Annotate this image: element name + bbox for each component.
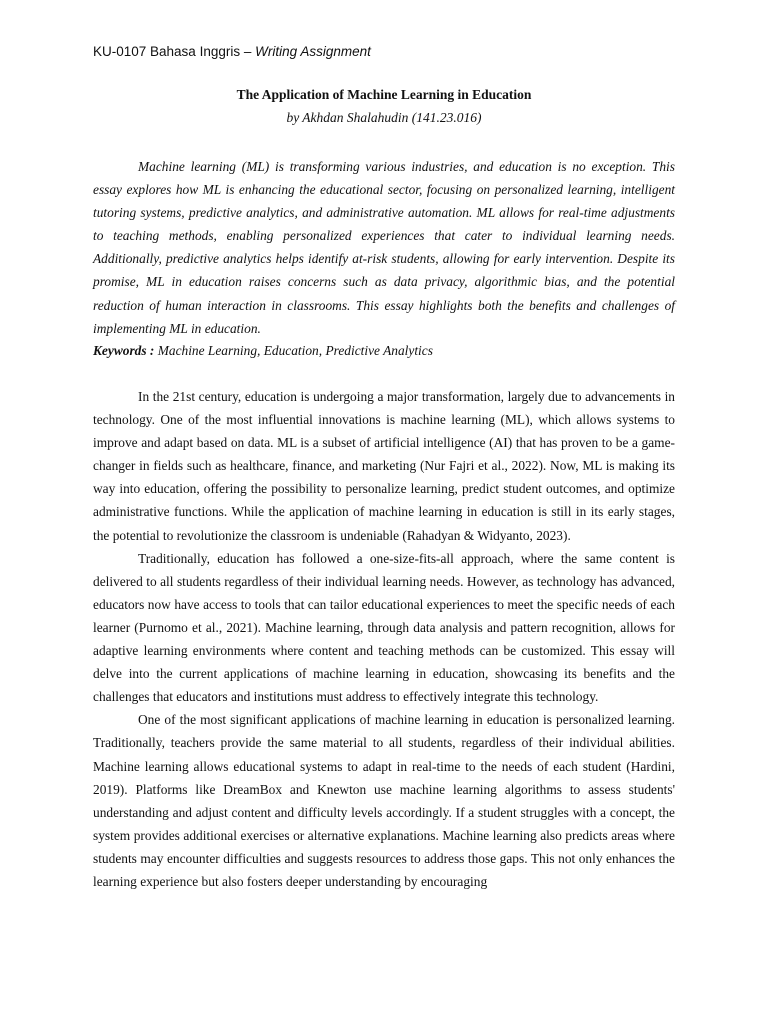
- body-paragraph: In the 21st century, education is undergoing a major transformation, largely due to advancements in technology. One of the most influential innovations is machine learning (ML), which allows systems to improve and adapt based on data. ML is a subset of artificial intelligence (AI) that has proven to be a game-changer in fields such as healthcare, finance, and marketing (Nur Fajri et al., 2022). Now, ML is making its way into education, offering the possibility to personalize learning, predict student outcomes, and optimize administrative functions. While the application of machine learning in education is still in its early stages, the potential to revolutionize the classroom is undeniable (Rahadyan & Widyanto, 2023).: [93, 389, 675, 543]
- keywords-text: Machine Learning, Education, Predictive Analytics: [154, 343, 433, 358]
- abstract-text: Machine learning (ML) is transforming various industries, and education is no exception. This essay explores how ML is enhancing the educational sector, focusing on personalized learning, intelligent tutoring systems, predictive analytics, and administrative automation. ML allows for real-time adjustments to teaching methods, enabling personalized experiences that cater to individual learning needs. Additionally, predictive analytics helps identify at-risk students, allowing for early intervention. Despite its promise, ML in education raises concerns such as data privacy, algorithmic bias, and the potential reduction of human interaction in classrooms. This essay highlights both the benefits and challenges of implementing ML in education.: [93, 159, 675, 336]
- essay-author: by Akhdan Shalahudin (141.23.016): [286, 110, 482, 125]
- abstract: [93, 155, 675, 340]
- page-header: [93, 44, 371, 59]
- body-paragraph: One of the most significant applications of machine learning in education is personalized learning. Traditionally, teachers provide the same material to all students, regardless of their individual abilities. Machine learning allows educational systems to adapt in real-time to the needs of each student (Hardini, 2019). Platforms like DreamBox and Knewton use machine learning algorithms to assess students' understanding and adjust content and difficulty levels accordingly. If a student struggles with a concept, the system provides additional exercises or alternative explanations. Machine learning also predicts areas where students may encounter difficulties and suggests resources to address those gaps. This not only enhances the learning experience but also fosters deeper understanding by encouraging: [93, 712, 675, 889]
- course-code: KU-0107 Bahasa Inggris –: [93, 44, 256, 59]
- essay-body: [93, 385, 675, 893]
- essay-title: The Application of Machine Learning in Education: [236, 87, 532, 102]
- assignment-type: Writing Assignment: [255, 44, 371, 59]
- keywords-line: [93, 339, 675, 362]
- body-paragraph: Traditionally, education has followed a one-size-fits-all approach, where the same content is delivered to all students regardless of their individual learning needs. However, as technology has advanced, educators now have access to tools that can tailor educational experiences to meet the specific needs of each learner (Purnomo et al., 2021). Machine learning, through data analysis and pattern recognition, allows for adaptive learning environments where content and teaching methods can be customized. This essay will delve into the current applications of machine learning in education, showcasing its benefits and the challenges that educators and institutions must address to effectively integrate this technology.: [93, 550, 675, 705]
- keywords-label: Keywords :: [93, 343, 155, 358]
